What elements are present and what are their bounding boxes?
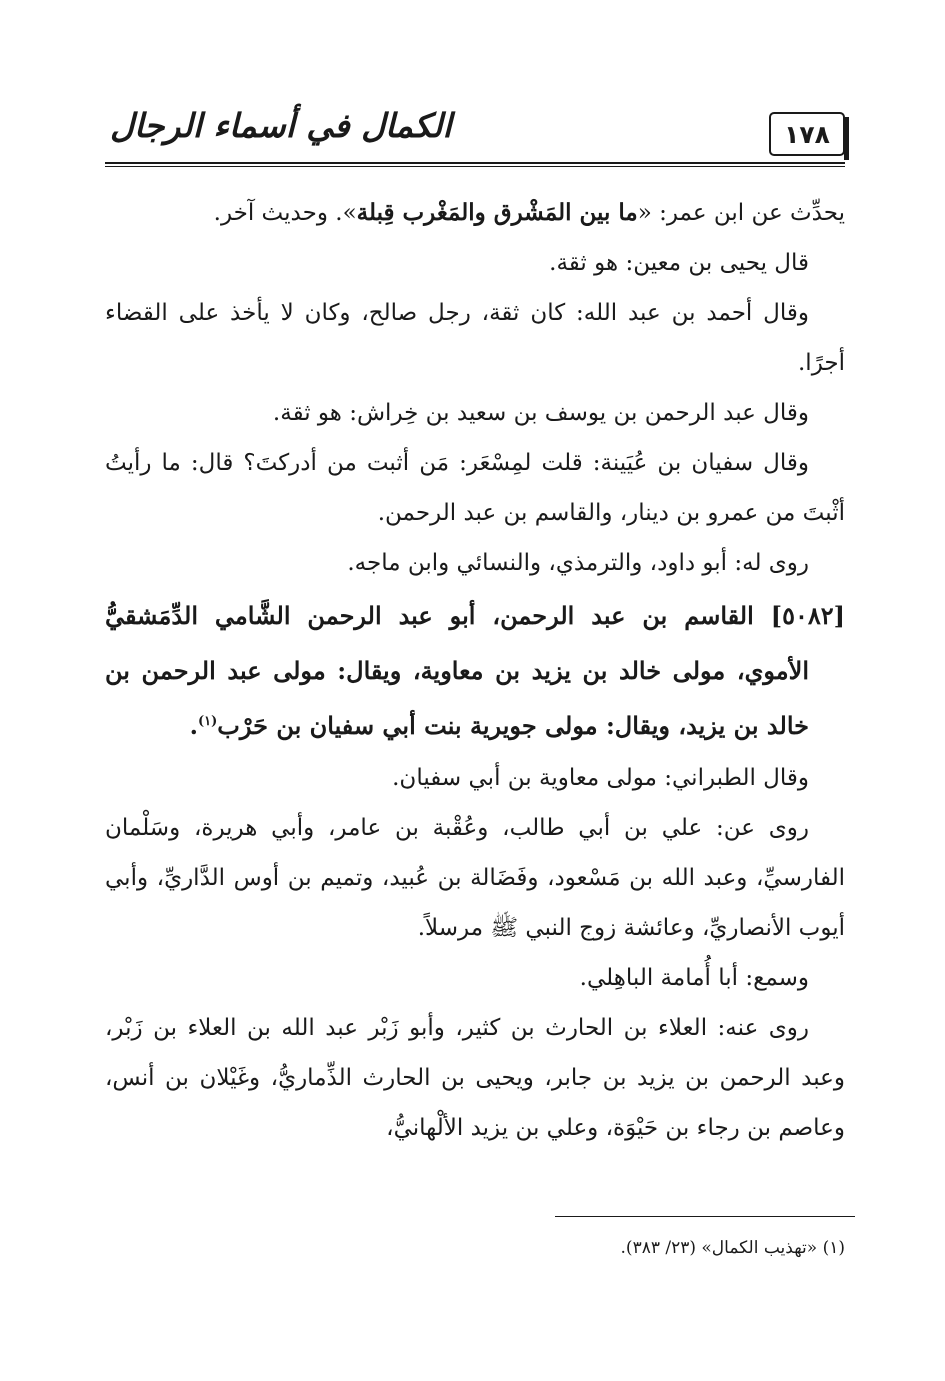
paragraph: وقال الطبراني: مولى معاوية بن أبي سفيان. [392, 765, 809, 791]
hadith-text: ما بين المَشْرق والمَغْرب قِبلة [356, 199, 638, 226]
footnote: (١) «تهذيب الكمال» (٢٣/ ٣٨٣). [620, 1238, 845, 1258]
header-rule [105, 162, 845, 164]
footnote-rule [555, 1216, 855, 1217]
running-title: الكمال في أسماء الرجال [110, 106, 452, 145]
paragraph: وقال سفيان بن عُيَينة: قلت لمِسْعَر: مَن أثبت من أدركتَ؟ قال: ما رأيتُ أثْبتَ من عمرو بن دينار، والقاسم بن عبد الرحمن. [105, 450, 845, 526]
paragraph: روى عنه: العلاء بن الحارث بن كثير، وأبو زَبْر عبد الله بن العلاء بن زَبْر، وعبد الرحمن بن يزيد بن جابر، ويحيى بن الحارث الذِّماريُّ، وغَيْلان بن أنس، وعاصم بن رجاء بن حَيْوَة، وعلي بن يزيد الألْهانيُّ، [105, 1015, 845, 1141]
paragraph: وقال أحمد بن عبد الله: كان ثقة، رجل صالح، وكان لا يأخذ على القضاء أجرًا. [105, 300, 845, 376]
footnote-ref: (١) [198, 714, 218, 729]
paragraph: وقال عبد الرحمن بن يوسف بن سعيد بن خِراش: هو ثقة. [272, 400, 809, 426]
page-header [105, 96, 845, 166]
paragraph-hadith: يحدِّث عن ابن عمر: «ما بين المَشْرق والمَغْرب قِبلة». وحديث آخر. [213, 199, 845, 226]
entry-heading: القاسم بن عبد الرحمن، أبو عبد الرحمن الشَّامي الدِّمَشقيُّ الأموي، مولى خالد بن يزيد بن معاوية، ويقال: مولى عبد الرحمن بن خالد بن يزيد، ويقال: مولى جويرية بنت أبي سفيان بن حَرْب [105, 601, 809, 740]
biography-entry: [٥٠٨٢] القاسم بن عبد الرحمن، أبو عبد الرحمن الشَّامي الدِّمَشقيُّ الأموي، مولى خالد بن يزيد بن معاوية، ويقال: مولى عبد الرحمن بن خالد بن يزيد، ويقال: مولى جويرية بنت أبي سفيان بن حَرْب$^{(١)}$. [105, 601, 846, 740]
paragraph: روى له: أبو داود، والترمذي، والنسائي وابن ماجه. [347, 550, 809, 576]
paragraph: وسمع: أبا أُمامة الباهِلي. [579, 965, 809, 991]
entry-number: [٥٠٨٢] [770, 601, 846, 630]
body-text [105, 188, 845, 1153]
paragraph: روى عن: علي بن أبي طالب، وعُقْبة بن عامر، وأبي هريرة، وسَلْمان الفارسيِّ، وعبد الله بن مَسْعود، وفَضَالة بن عُبيد، وتميم بن أوس الدَّاريِّ، وأبي أيوب الأنصاريِّ، وعائشة زوج النبي ﷺ مرسلاً. [105, 815, 845, 941]
paragraph: قال يحيى بن معين: هو ثقة. [549, 250, 809, 276]
header-rule-thin [105, 166, 845, 167]
page-number: ١٧٨ [769, 112, 845, 156]
